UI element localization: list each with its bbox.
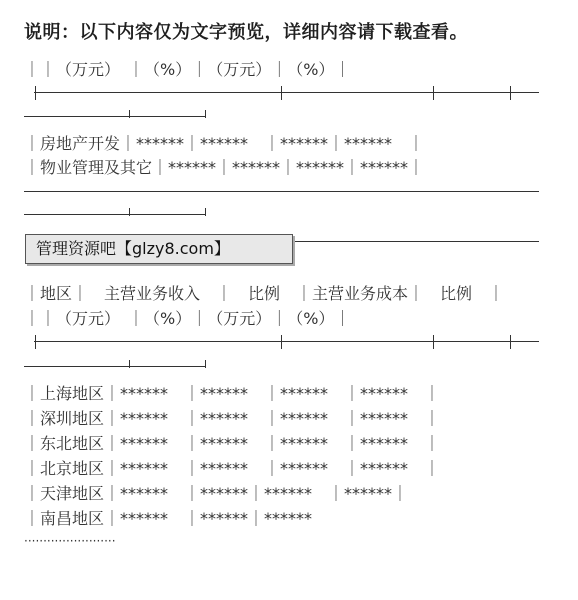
rule-tick: [35, 335, 36, 349]
table2-row: ｜天津地区｜****** ｜******｜****** ｜******｜: [24, 484, 409, 503]
table2-row: ｜北京地区｜****** ｜****** ｜****** ｜****** ｜: [24, 459, 441, 478]
preview-notice: 说明：以下内容仅为文字预览，详细内容请下载查看。: [24, 22, 468, 43]
watermark-rule: [295, 241, 539, 242]
rule-tick: [129, 110, 130, 118]
rule-tick: [281, 86, 282, 100]
site-watermark: 管理资源吧【glzy8.com】: [25, 234, 293, 264]
ellipsis-dots: ························: [24, 534, 116, 548]
rule-tick: [433, 86, 434, 100]
table1-rule-short: [24, 116, 206, 117]
table1-rule-short: [24, 214, 206, 215]
table2-row: ｜东北地区｜****** ｜****** ｜****** ｜****** ｜: [24, 434, 441, 453]
rule-tick: [510, 335, 511, 349]
rule-tick: [129, 208, 130, 216]
rule-tick: [129, 360, 130, 368]
table2-row: ｜南昌地区｜****** ｜******｜******: [24, 509, 313, 528]
table2-row: ｜上海地区｜****** ｜****** ｜****** ｜****** ｜: [24, 384, 441, 403]
table2-rule-short: [24, 366, 206, 367]
table2-rule-top: [34, 341, 539, 342]
rule-tick: [510, 86, 511, 100]
table1-rule-top: [34, 92, 539, 93]
rule-tick: [205, 360, 206, 368]
table1-row: ｜房地产开发｜******｜****** ｜******｜****** ｜: [24, 134, 425, 153]
rule-tick: [205, 110, 206, 118]
table1-row: ｜物业管理及其它｜******｜******｜******｜******｜: [24, 158, 425, 177]
table2-unit-row: ｜｜（万元） ｜（%）｜（万元）｜（%）｜: [24, 309, 351, 328]
table2-row: ｜深圳地区｜****** ｜****** ｜****** ｜****** ｜: [24, 409, 441, 428]
rule-tick: [433, 335, 434, 349]
rule-tick: [281, 335, 282, 349]
table2-header-row: ｜地区｜ 主营业务收入 ｜ 比例 ｜主营业务成本｜ 比例 ｜: [24, 284, 505, 303]
rule-tick: [205, 208, 206, 216]
table1-unit-row: ｜｜（万元） ｜（%）｜（万元）｜（%）｜: [24, 60, 351, 79]
table1-rule-bottom: [24, 191, 539, 192]
rule-tick: [35, 86, 36, 100]
